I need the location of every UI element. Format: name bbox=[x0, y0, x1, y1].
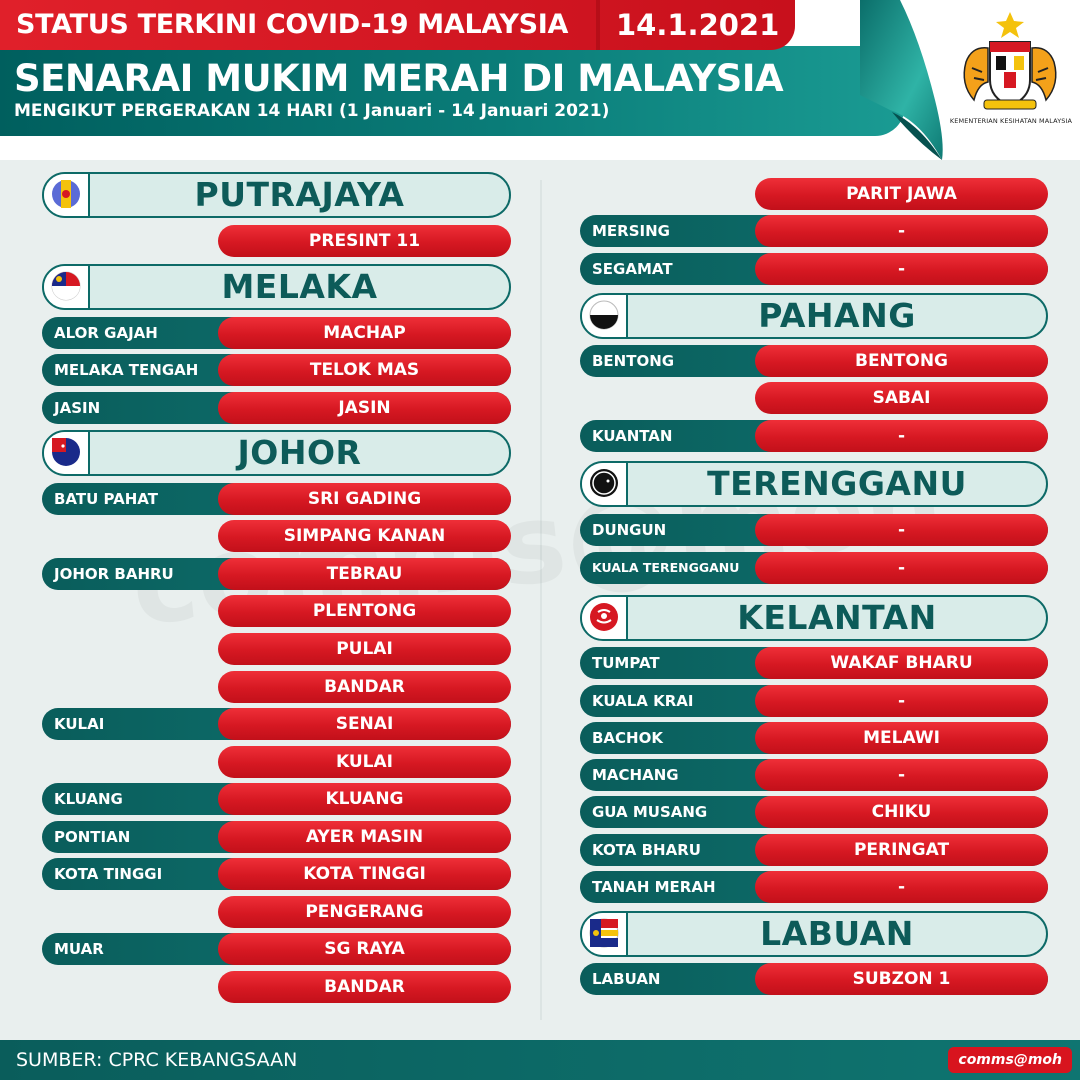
district-cell: ALOR GAJAH bbox=[54, 324, 158, 342]
state-name: PUTRAJAYA bbox=[194, 175, 405, 214]
header bbox=[0, 0, 1080, 160]
table-row bbox=[755, 178, 1048, 210]
state-header-putrajaya bbox=[42, 172, 511, 218]
mukim-cell: SRI GADING bbox=[218, 483, 511, 515]
state-name: JOHOR bbox=[237, 433, 362, 472]
state-header-pahang bbox=[580, 293, 1048, 339]
mukim-cell: JASIN bbox=[218, 392, 511, 424]
district-cell: KOTA TINGGI bbox=[54, 865, 163, 883]
page-title: SENARAI MUKIM MERAH DI MALAYSIA bbox=[14, 57, 784, 100]
mukim-cell: KOTA TINGGI bbox=[218, 858, 511, 890]
table-row bbox=[218, 225, 511, 257]
district-cell: TUMPAT bbox=[592, 654, 660, 672]
table-row bbox=[580, 759, 1048, 791]
district-cell: KUALA TERENGGANU bbox=[592, 560, 740, 575]
table-row bbox=[42, 858, 511, 890]
mukim-cell: - bbox=[755, 215, 1048, 247]
mukim-cell: PENGERANG bbox=[218, 896, 511, 928]
pahang-flag-icon bbox=[582, 295, 628, 337]
status-heading: STATUS TERKINI COVID-19 MALAYSIA bbox=[16, 9, 569, 40]
brand-tag: comms@moh bbox=[948, 1047, 1072, 1073]
district-cell: MUAR bbox=[54, 940, 104, 958]
state-name: TERENGGANU bbox=[707, 464, 967, 503]
table-row bbox=[218, 633, 511, 665]
mukim-cell: PERINGAT bbox=[755, 834, 1048, 866]
johor-flag-icon bbox=[44, 432, 90, 474]
state-header-melaka bbox=[42, 264, 511, 310]
district-cell: BATU PAHAT bbox=[54, 490, 158, 508]
table-row bbox=[580, 796, 1048, 828]
district-cell: JOHOR BAHRU bbox=[54, 565, 174, 583]
table-row bbox=[580, 420, 1048, 452]
table-row bbox=[218, 595, 511, 627]
mukim-cell: PARIT JAWA bbox=[755, 178, 1048, 210]
district-cell: KUANTAN bbox=[592, 427, 673, 445]
mukim-cell: TELOK MAS bbox=[218, 354, 511, 386]
mukim-cell: - bbox=[755, 420, 1048, 452]
table-row bbox=[580, 963, 1048, 995]
coat-of-arms-logo bbox=[950, 8, 1070, 118]
district-cell: LABUAN bbox=[592, 970, 661, 988]
footer bbox=[0, 1040, 1080, 1080]
mukim-cell: SG RAYA bbox=[218, 933, 511, 965]
table-row bbox=[580, 871, 1048, 903]
table-row bbox=[42, 708, 511, 740]
terengganu-flag-icon bbox=[582, 463, 628, 505]
district-cell: MERSING bbox=[592, 222, 670, 240]
mukim-cell: - bbox=[755, 514, 1048, 546]
table-row bbox=[218, 671, 511, 703]
table-row bbox=[218, 971, 511, 1003]
table-row bbox=[580, 552, 1048, 584]
mukim-cell: PLENTONG bbox=[218, 595, 511, 627]
kelantan-flag-icon bbox=[582, 597, 628, 639]
table-row bbox=[42, 392, 511, 424]
mukim-cell: SENAI bbox=[218, 708, 511, 740]
table-row bbox=[42, 933, 511, 965]
mukim-cell: TEBRAU bbox=[218, 558, 511, 590]
mukim-cell: - bbox=[755, 552, 1048, 584]
table-row bbox=[580, 253, 1048, 285]
district-cell: SEGAMAT bbox=[592, 260, 673, 278]
ministry-name: KEMENTERIAN KESIHATAN MALAYSIA bbox=[949, 117, 1073, 125]
table-row bbox=[42, 317, 511, 349]
state-header-kelantan bbox=[580, 595, 1048, 641]
table-row bbox=[580, 514, 1048, 546]
mukim-cell: - bbox=[755, 685, 1048, 717]
state-header-johor bbox=[42, 430, 511, 476]
district-cell: MACHANG bbox=[592, 766, 679, 784]
district-cell: GUA MUSANG bbox=[592, 803, 708, 821]
district-cell: KLUANG bbox=[54, 790, 123, 808]
page-subtitle: MENGIKUT PERGERAKAN 14 HARI (1 Januari - 14 Januari 2021) bbox=[14, 101, 610, 121]
table-row bbox=[42, 558, 511, 590]
page-curl-graphic bbox=[860, 0, 950, 160]
mukim-cell: KULAI bbox=[218, 746, 511, 778]
district-cell: BACHOK bbox=[592, 729, 663, 747]
table-row bbox=[755, 382, 1048, 414]
mukim-cell: SIMPANG KANAN bbox=[218, 520, 511, 552]
district-cell: PONTIAN bbox=[54, 828, 131, 846]
table-row bbox=[42, 354, 511, 386]
district-cell: BENTONG bbox=[592, 352, 675, 370]
table-row bbox=[580, 215, 1048, 247]
mukim-cell: BANDAR bbox=[218, 671, 511, 703]
labuan-flag-icon bbox=[582, 913, 628, 955]
mukim-cell: AYER MASIN bbox=[218, 821, 511, 853]
table-row bbox=[42, 783, 511, 815]
mukim-cell: MELAWI bbox=[755, 722, 1048, 754]
district-cell: TANAH MERAH bbox=[592, 878, 716, 896]
mukim-cell: MACHAP bbox=[218, 317, 511, 349]
table-row bbox=[580, 647, 1048, 679]
district-cell: MELAKA TENGAH bbox=[54, 361, 199, 379]
state-name: PAHANG bbox=[758, 296, 916, 335]
district-cell: DUNGUN bbox=[592, 521, 667, 539]
mukim-cell: PRESINT 11 bbox=[218, 225, 511, 257]
mukim-cell: BANDAR bbox=[218, 971, 511, 1003]
source-text: SUMBER: CPRC KEBANGSAAN bbox=[16, 1049, 298, 1071]
table-row bbox=[218, 520, 511, 552]
putrajaya-flag-icon bbox=[44, 174, 90, 216]
table-row bbox=[580, 722, 1048, 754]
state-header-terengganu bbox=[580, 461, 1048, 507]
mukim-cell: BENTONG bbox=[755, 345, 1048, 377]
mukim-cell: - bbox=[755, 253, 1048, 285]
district-cell: JASIN bbox=[54, 399, 101, 417]
table-row bbox=[580, 834, 1048, 866]
mukim-cell: PULAI bbox=[218, 633, 511, 665]
district-cell: KULAI bbox=[54, 715, 105, 733]
mukim-cell: - bbox=[755, 759, 1048, 791]
district-cell: KUALA KRAI bbox=[592, 692, 694, 710]
mukim-cell: - bbox=[755, 871, 1048, 903]
table-row bbox=[42, 483, 511, 515]
state-name: LABUAN bbox=[760, 914, 914, 953]
mukim-cell: WAKAF BHARU bbox=[755, 647, 1048, 679]
state-name: MELAKA bbox=[221, 267, 378, 306]
mukim-cell: SABAI bbox=[755, 382, 1048, 414]
mukim-cell: CHIKU bbox=[755, 796, 1048, 828]
district-cell: KOTA BHARU bbox=[592, 841, 701, 859]
table-row bbox=[580, 345, 1048, 377]
table-row bbox=[218, 746, 511, 778]
table-row bbox=[42, 821, 511, 853]
status-date: 14.1.2021 bbox=[616, 8, 780, 42]
mukim-cell: SUBZON 1 bbox=[755, 963, 1048, 995]
mukim-cell: KLUANG bbox=[218, 783, 511, 815]
table-row bbox=[218, 896, 511, 928]
melaka-flag-icon bbox=[44, 266, 90, 308]
state-header-labuan bbox=[580, 911, 1048, 957]
state-name: KELANTAN bbox=[737, 598, 937, 637]
table-row bbox=[580, 685, 1048, 717]
